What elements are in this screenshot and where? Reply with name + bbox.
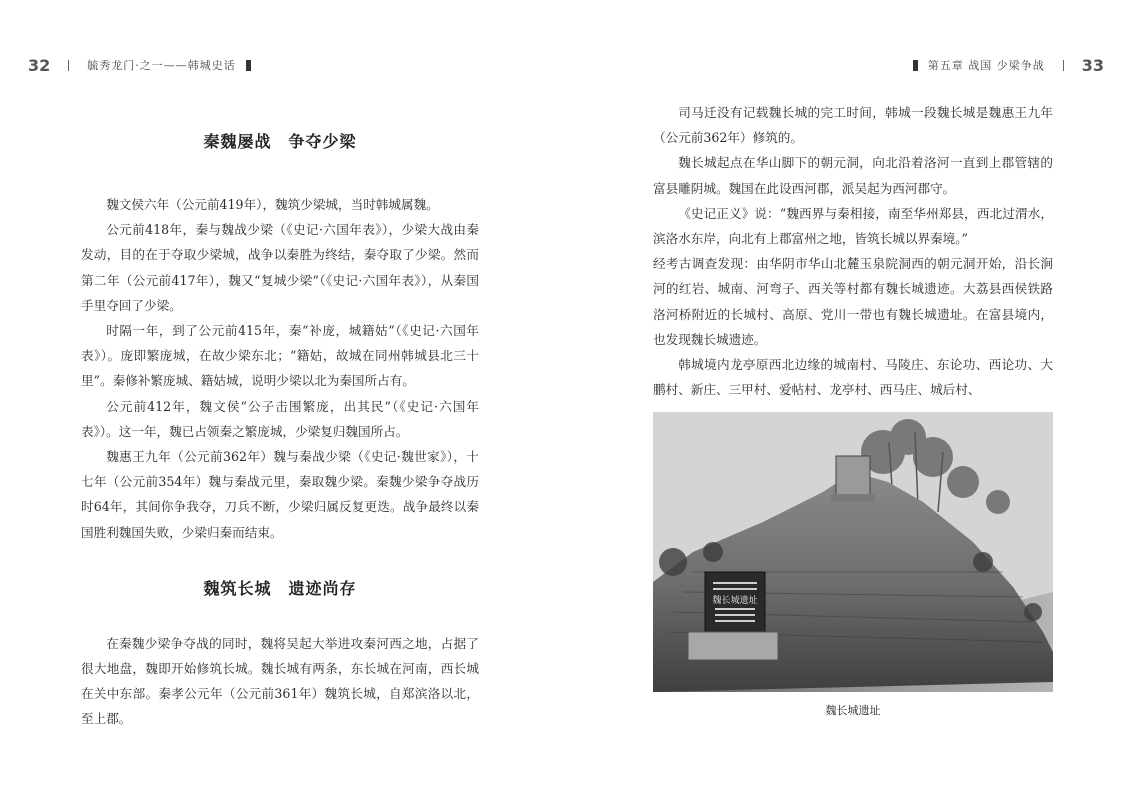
plaque-title: 魏长城遗址 bbox=[712, 596, 758, 606]
header-separator bbox=[68, 60, 69, 71]
paragraph: 公元前418年，秦与魏战少梁（《史记·六国年表》），少梁大战由秦发动，目的在于夺取少梁城，战争以秦胜为终结，秦夺取了少梁。然而第二年（公元前417年），魏又“复城少梁”（《史记·六国年表》），从秦国手里夺回了少梁。 bbox=[81, 222, 479, 313]
paragraph: 韩城境内龙亭原西北边缘的城南村、马陵庄、东论功、西论功、大鹏村、新庄、三甲村、爱帖村、龙亭村、西马庄、城后村、 bbox=[653, 357, 1053, 398]
running-title: 第五章 战国 少梁争战 bbox=[927, 59, 1045, 72]
photo-caption: 魏长城遗址 bbox=[825, 704, 881, 717]
right-page bbox=[566, 0, 1132, 799]
paragraph: 魏长城起点在华山脚下的朝元洞，向北沿着洛河一直到上郡管辖的富县雕阴城。魏国在此设西河郡，派吴起为西河郡守。 bbox=[653, 155, 1053, 196]
section-heading: 魏筑长城 遗迹尚存 bbox=[203, 578, 357, 598]
paragraph: 魏文侯六年（公元前419年），魏筑少梁城，当时韩城属魏。 bbox=[106, 197, 439, 212]
page-number: 32 bbox=[28, 55, 51, 75]
header-separator bbox=[1063, 60, 1064, 71]
running-title: 毓秀龙门·之一——韩城史话 bbox=[87, 59, 236, 72]
right-page-header bbox=[903, 52, 1104, 78]
paragraph: 司马迁没有记载魏长城的完工时间，韩城一段魏长城是魏惠王九年（公元前362年）修筑的。 bbox=[653, 105, 1053, 146]
right-text-column bbox=[653, 100, 1053, 402]
great-wall-ruins-photo bbox=[653, 412, 1053, 692]
paragraph: 《史记正义》说：“魏西界与秦相接，南至华州郑县，西北过渭水，滨洛水东岸，向北有上郡富州之地，皆筑长城以界秦境。” bbox=[653, 205, 1053, 247]
paragraph: 经考古调查发现：由华阴市华山北麓玉泉院洞西的朝元洞开始，沿长涧河的红岩、城南、河弯子、西关等村都有魏长城遗迹。大荔县西侯铁路洛河桥附近的长城村、高原、党川一带也有魏长城遗址。在富县境内，也发现魏长城遗迹。 bbox=[653, 256, 1053, 347]
paragraph: 时隔一年，到了公元前415年，秦“补庞，城籍姑”（《史记·六国年表》）。庞即繁庞城，在故少梁东北；“籍姑，故城在同州韩城县北三十里”。秦修补繁庞城、籍姑城，说明少梁以北为秦国所占有。 bbox=[81, 323, 479, 389]
left-text-column bbox=[81, 122, 479, 732]
header-marker bbox=[246, 60, 251, 71]
paragraph: 在秦魏少梁争夺战的同时，魏将吴起大举进攻秦河西之地，占据了很大地盘，魏即开始修筑长城。魏长城有两条，东长城在河南，西长城在关中东部。秦孝公元年（公元前361年）魏筑长城，自郑滨洛以北，至上郡。 bbox=[81, 635, 479, 727]
left-page-header bbox=[28, 52, 261, 78]
header-marker bbox=[913, 60, 918, 71]
page-number: 33 bbox=[1081, 55, 1104, 75]
section-heading: 秦魏屡战 争夺少梁 bbox=[203, 132, 357, 151]
paragraph: 公元前412年，魏文侯“公子击围繁庞，出其民”（《史记·六国年表》）。这一年，魏已占领秦之繁庞城，少梁复归魏国所占。 bbox=[81, 398, 479, 439]
paragraph: 魏惠王九年（公元前362年）魏与秦战少梁（《史记·魏世家》），十七年（公元前354年）魏与秦战元里，秦取魏少梁。秦魏少梁争夺战历时64年，其间你争我夺，刀兵不断，少梁归属反复更迭。战争最终以秦国胜利魏国失败，少梁归秦而结束。 bbox=[81, 449, 479, 540]
